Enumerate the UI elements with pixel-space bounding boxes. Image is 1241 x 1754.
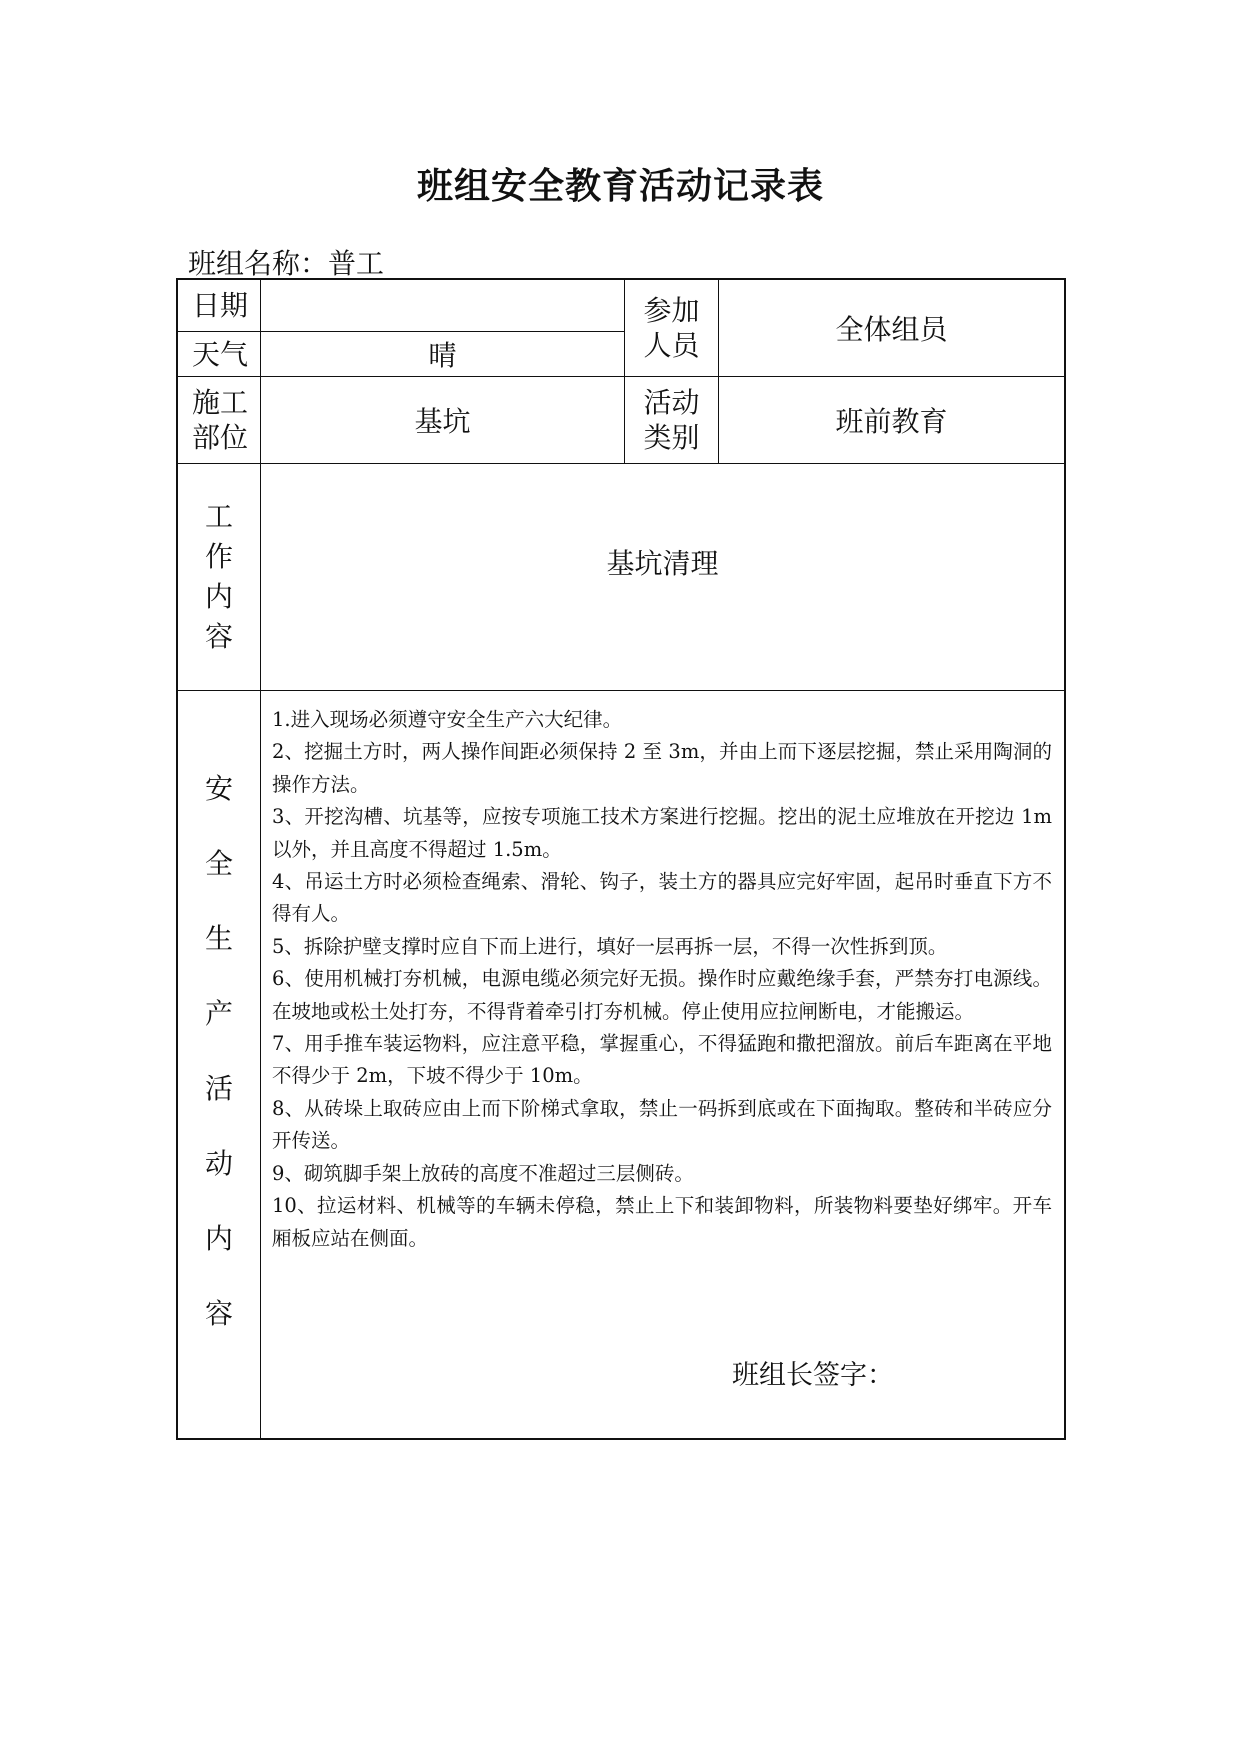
activity-type-label-line1: 活动 — [643, 386, 700, 419]
safety-item: 4、吊运土方时必须检查绳索、滑轮、钩子，装土方的器具应完好牢固，起吊时垂直下方不得有人。 — [272, 870, 1052, 926]
safety-item: 6、使用机械打夯机械，电源电缆必须完好无损。操作时应戴绝缘手套，严禁夯打电源线。在坡地或松土处打夯，不得背着牵引打夯机械。停止使用应拉闸断电，才能搬运。 — [272, 967, 1052, 1023]
safety-item: 1.进入现场必须遵守安全生产六大纪律。 — [272, 708, 623, 731]
weather-label: 天气 — [192, 337, 249, 371]
construction-part-field[interactable]: 基坑 — [414, 405, 471, 438]
participants-label — [625, 280, 718, 376]
date-label: 日期 — [192, 289, 249, 322]
safety-item: 2、挖掘土方时，两人操作间距必须保持 2 至 3m，并由上而下逐层挖掘，禁止采用陶洞的操作方法。 — [272, 740, 1052, 796]
participants-label-line2: 人员 — [643, 329, 700, 362]
work-content-char: 作 — [204, 540, 233, 573]
construction-part-label-line2: 部位 — [192, 421, 249, 454]
document-title: 班组安全教育活动记录表 — [416, 166, 824, 207]
safety-item: 8、从砖垛上取砖应由上而下阶梯式拿取，禁止一码拆到底或在下面掏取。整砖和半砖应分开传送。 — [272, 1096, 1052, 1153]
date-field[interactable] — [261, 280, 624, 331]
safety-content-char: 活 — [204, 1072, 233, 1105]
safety-content-char: 安 — [204, 772, 233, 805]
work-content-char: 内 — [204, 580, 233, 613]
participants-field[interactable]: 全体组员 — [835, 313, 948, 346]
safety-item: 3、开挖沟槽、坑基等，应按专项施工技术方案进行挖掘。挖出的泥土应堆放在开挖边 1m 以外，并且高度不得超过 1.5m。 — [272, 805, 1052, 861]
safety-content-char: 动 — [204, 1147, 233, 1180]
record-form — [176, 278, 1066, 1440]
activity-type-field[interactable]: 班前教育 — [835, 405, 948, 438]
safety-item: 7、用手推车装运物料，应注意平稳，掌握重心，不得猛跑和撒把溜放。前后车距离在平地不得少于 2m，下坡不得少于 10m。 — [272, 1032, 1052, 1088]
safety-content-label — [178, 691, 260, 1381]
work-content-field[interactable]: 基坑清理 — [606, 546, 719, 580]
safety-content-char: 内 — [204, 1222, 233, 1255]
safety-content-char: 容 — [204, 1297, 233, 1330]
participants-label-line1: 参加 — [643, 294, 700, 327]
team-name: 班组名称：普工 — [188, 247, 385, 280]
safety-item: 10、拉运材料、机械等的车辆未停稳，禁止上下和装卸物料，所装物料要垫好绑牢。开车厢板应站在侧面。 — [272, 1194, 1052, 1250]
weather-field[interactable]: 晴 — [428, 339, 457, 372]
safety-content-char: 产 — [204, 997, 233, 1030]
safety-item: 9、砌筑脚手架上放砖的高度不准超过三层侧砖。 — [272, 1161, 694, 1185]
team-leader-signature-label: 班组长签字： — [732, 1360, 894, 1391]
work-content-char: 工 — [204, 500, 233, 533]
safety-item: 5、拆除护壁支撑时应自下而上进行，填好一层再拆一层，不得一次性拆到顶。 — [272, 934, 948, 958]
safety-content-text — [272, 704, 1052, 1255]
work-content-label — [178, 464, 260, 690]
activity-type-label — [625, 377, 718, 463]
construction-part-label — [178, 377, 260, 463]
safety-content-char: 生 — [204, 922, 233, 955]
activity-type-label-line2: 类别 — [643, 421, 700, 454]
construction-part-label-line1: 施工 — [192, 386, 249, 419]
work-content-char: 容 — [204, 620, 233, 653]
safety-content-char: 全 — [204, 847, 233, 880]
